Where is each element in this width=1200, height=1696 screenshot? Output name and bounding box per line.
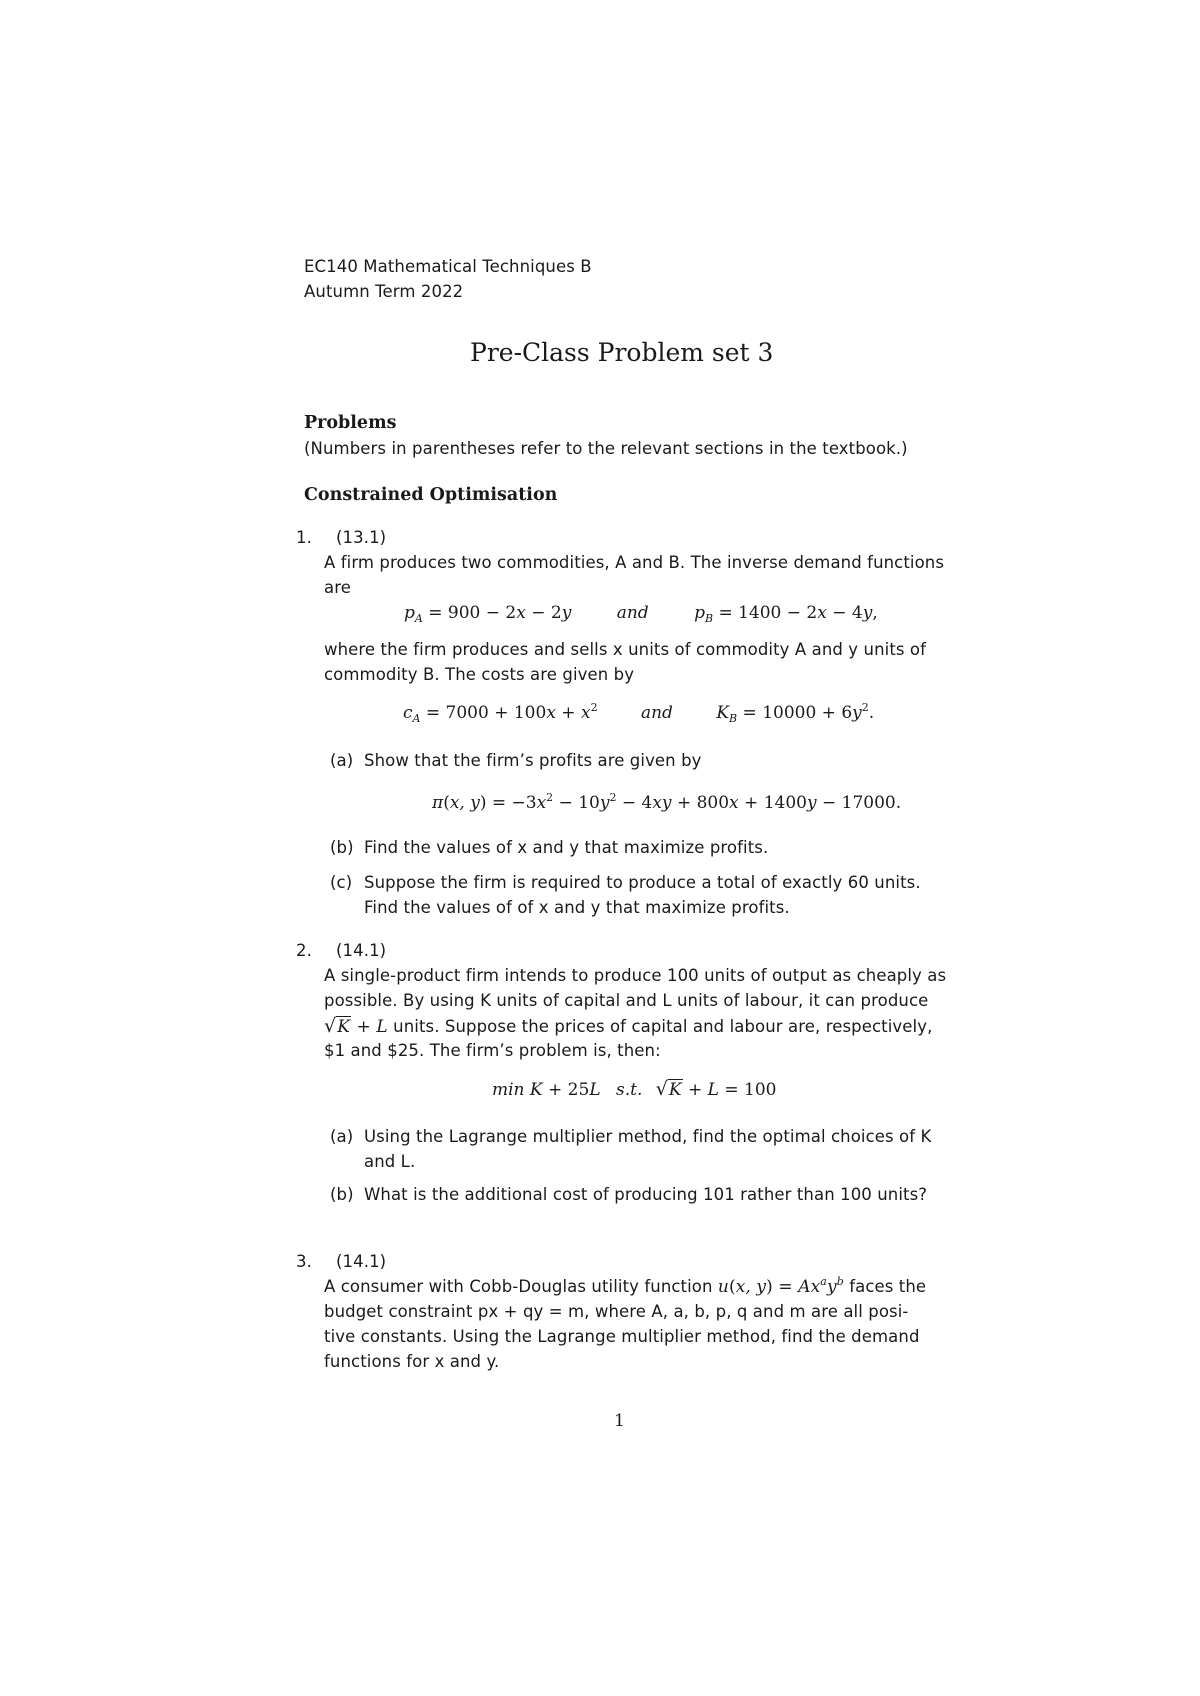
problem-2b-text: What is the additional cost of producing 101 rather than 100 units?	[364, 1185, 928, 1204]
problem-3-line-1	[324, 1277, 926, 1297]
problem-2-line-3-text: units. Suppose the prices of capital and labour are, respectively,	[393, 1017, 933, 1036]
problem-3-ref: (14.1)	[336, 1252, 387, 1271]
problem-2a-line-2: and L.	[364, 1152, 416, 1171]
section-heading: Constrained Optimisation	[304, 485, 558, 505]
problem-2-line-1: A single-product firm intends to produce 100 units of output as cheaply as	[324, 966, 947, 985]
problems-note: (Numbers in parentheses refer to the relevant sections in the textbook.)	[304, 439, 908, 458]
course-title: EC140 Mathematical Techniques B	[304, 257, 592, 276]
problem-1-line-3: where the firm produces and sells x units of commodity A and y units of	[324, 640, 927, 659]
term-label: Autumn Term 2022	[304, 282, 464, 301]
problem-2a-line-1: Using the Lagrange multiplier method, find the optimal choices of K	[364, 1127, 932, 1146]
problem-2a-label: (a)	[330, 1127, 354, 1146]
problem-1a	[330, 751, 702, 770]
cost-minimisation-problem: min K + 25L s.t. √K + L = 100	[492, 1078, 777, 1100]
problem-3-number: 3.	[296, 1252, 312, 1271]
utility-function: u(x, $y) = Ax^ay^b$	[717, 1275, 844, 1297]
profit-equation: π(x, $y) = -3x^2 - 10y^2 - 4xy + 800x + 1400y - 17000$.	[432, 791, 902, 813]
page-number: 1	[614, 1411, 625, 1431]
sqrt-k-expression: √K	[324, 1015, 351, 1037]
problems-heading: Problems	[304, 413, 397, 433]
problem-3-header	[296, 1252, 386, 1271]
problem-1b	[330, 838, 768, 857]
problem-1c-label: (c)	[330, 873, 353, 892]
problem-3-line-4: functions for x and y.	[324, 1352, 500, 1371]
problem-2-line-4: $1 and $25. The firm’s problem is, then:	[324, 1041, 661, 1060]
problem-2-line-2: possible. By using K units of capital and L units of labour, it can produce	[324, 991, 929, 1010]
problem-3-line-2: budget constraint px + qy = m, where A, a, b, p, q and m are all posi-	[324, 1302, 909, 1321]
problem-1b-text: Find the values of x and y that maximize profits.	[364, 838, 769, 857]
problem-1c	[330, 873, 921, 892]
problem-2-ref: (14.1)	[336, 941, 387, 960]
problem-1-line-2: are	[324, 578, 351, 597]
problem-1-line-1: A firm produces two commodities, A and B. The inverse demand functions	[324, 553, 945, 572]
problem-3-line-1-start: A consumer with Cobb-Douglas utility function	[324, 1277, 713, 1296]
problem-1-line-4: commodity B. The costs are given by	[324, 665, 635, 684]
problem-1-ref: (13.1)	[336, 528, 387, 547]
problem-2-line-3: √K + L units. Suppose the prices of capital and labour are, respectively,	[324, 1015, 933, 1037]
problem-2b	[330, 1185, 927, 1204]
problem-2-number: 2.	[296, 941, 312, 960]
problem-1-number: 1.	[296, 528, 312, 547]
cost-equations: $c_A = 7000 + 100x + x^2$ and $K_B = 10000 + 6y^2$.	[403, 701, 875, 725]
demand-equations: $p_A = 900 - 2x - 2y$ and $p_B = 1400 - 2x - 4y$,	[404, 603, 878, 625]
problem-1c-line-1: Suppose the firm is required to produce a total of exactly 60 units.	[364, 873, 921, 892]
problem-3-line-3: tive constants. Using the Lagrange multiplier method, find the demand	[324, 1327, 920, 1346]
problem-1-header	[296, 528, 386, 547]
problem-1c-line-2: Find the values of of x and y that maximize profits.	[364, 898, 790, 917]
problem-2b-label: (b)	[330, 1185, 354, 1204]
problem-1a-text: Show that the firm’s profits are given by	[364, 751, 702, 770]
problem-2a	[330, 1127, 931, 1146]
problem-3-line-1-end: faces the	[849, 1277, 927, 1296]
problem-1a-label: (a)	[330, 751, 354, 770]
problem-1b-label: (b)	[330, 838, 354, 857]
page-title: Pre-Class Problem set 3	[470, 338, 774, 367]
problem-2-header	[296, 941, 386, 960]
